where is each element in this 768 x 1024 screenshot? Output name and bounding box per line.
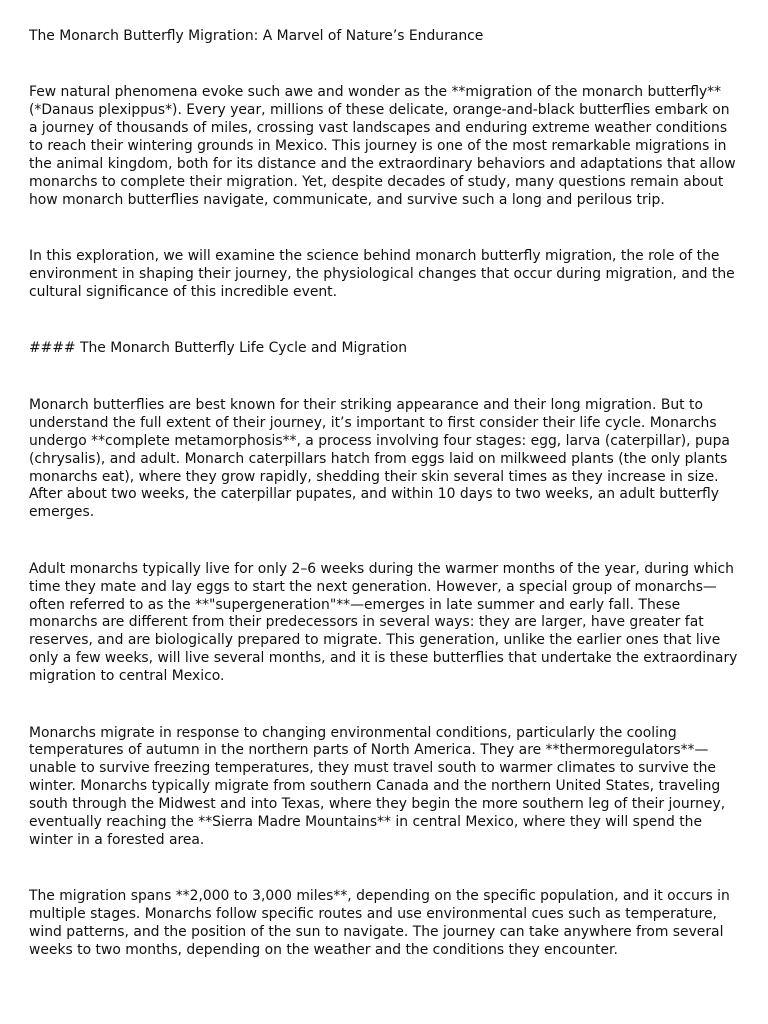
- document-title: The Monarch Butterfly Migration: A Marvel of Nature’s Endurance: [29, 28, 484, 44]
- section-paragraph-2: Adult monarchs typically live for only 2–6 weeks during the warmer months of the year, during which time they mate and lay eggs to start the next generation. However, a special group of monarchs—often referred to as the **"supergeneration"**—emerges in late summer and early fall. These monarchs are different from their predecessors in several ways: they are larger, have greater fat reserves, and are biologically prepared to migrate. This generation, unlike the earlier ones that live only a few weeks, will live several months, and it is these butterflies that undertake the extraordinary migration to central Mexico.: [29, 560, 738, 685]
- intro-paragraph-1: Few natural phenomena evoke such awe and wonder as the **migration of the monarch butterfly** (*Danaus plexippus*). Every year, millions of these delicate, orange-and-black butterflies embark on a journey of thousands of miles, crossing vast landscapes and enduring extreme weather conditions to reach their wintering grounds in Mexico. This journey is one of the most remarkable migrations in the animal kingdom, both for its distance and the extraordinary behaviors and adaptations that allow monarchs to complete their migration. Yet, despite decades of study, many questions remain about how monarch butterflies navigate, communicate, and survive such a long and perilous trip.: [29, 84, 736, 208]
- section-paragraph-1: Monarch butterflies are best known for their striking appearance and their long migration. But to understand the full extent of their journey, it’s important to first consider their life cycle. Monarchs undergo **complete metamorphosis**, a process involving four stages: egg, larva (caterpillar), pupa (chrysalis), and adult. Monarch caterpillars hatch from eggs laid on milkweed plants (the only plants monarchs eat), where they grow rapidly, shedding their skin several times as they increase in size. After about two weeks, the caterpillar pupates, and within 10 days to two weeks, an adult butterfly emerges.: [29, 396, 730, 521]
- document-body: [29, 28, 741, 960]
- section-paragraph-3: Monarchs migrate in response to changing environmental conditions, particularly the cooling temperatures of autumn in the northern parts of North America. They are **thermoregulators**—unable to survive freezing temperatures, they must travel south to warmer climates to survive the winter. Monarchs typically migrate from southern Canada and the northern United States, traveling south through the Midwest and into Texas, where they begin the more southern leg of their journey, eventually reaching the **Sierra Madre Mountains** in central Mexico, where they will spend the winter in a forested area.: [29, 724, 726, 848]
- intro-paragraph-2: In this exploration, we will examine the science behind monarch butterfly migration, the role of the environment in shaping their journey, the physiological changes that occur during migration, and the cultural significance of this incredible event.: [29, 248, 735, 301]
- section-paragraph-4: The migration spans **2,000 to 3,000 miles**, depending on the specific population, and it occurs in multiple stages. Monarchs follow specific routes and use environmental cues such as temperature, wind patterns, and the position of the sun to navigate. The journey can take anywhere from several weeks to two months, depending on the weather and the conditions they encounter.: [29, 888, 730, 959]
- section-heading: #### The Monarch Butterfly Life Cycle and Migration: [29, 340, 408, 357]
